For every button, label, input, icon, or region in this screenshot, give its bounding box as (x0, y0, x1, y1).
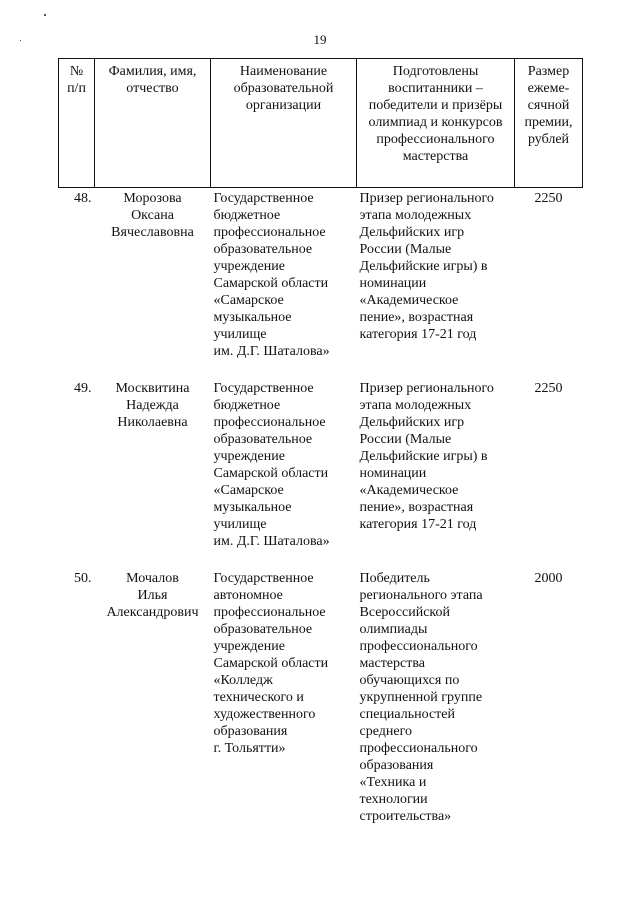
row-bonus-amount: 2250 (534, 381, 563, 396)
row-full-name: Морозова Оксана Вячеславовна (111, 191, 194, 240)
table-header-row (59, 59, 583, 188)
row-number: 50. (74, 571, 92, 586)
row-achievement: Победитель регионального этапа Всероссийской олимпиады профессионального мастерства обучающихся по укрупненной группе специальностей среднего профессионального образования «Техника и технологии строительства» (359, 571, 483, 824)
header-bonus-amount: Размер ежеме- сячной премии, рублей (515, 59, 583, 188)
row-number: 49. (74, 381, 92, 396)
row-full-name: Москвитина Надежда Николаевна (115, 381, 190, 430)
row-bonus-amount: 2250 (534, 191, 563, 206)
row-organization: Государственное бюджетное профессиональное образовательное учреждение Самарской области «Самарское музыкальное училище им. Д.Г. Шаталова» (213, 381, 330, 549)
table-row (59, 570, 583, 845)
row-full-name: Мочалов Илья Александрович (106, 571, 199, 620)
header-full-name: Фамилия, имя, отчество (95, 59, 211, 188)
row-achievement: Призер регионального этапа молодежных Дельфийских игр России (Малые Дельфийские игры) в номинации «Академическое пение», возрастная категория 17-21 год (359, 191, 494, 342)
table-row (59, 190, 583, 380)
header-organization: Наименование образовательной организации (211, 59, 357, 188)
row-bonus-amount: 2000 (534, 571, 563, 586)
row-number: 48. (74, 191, 92, 206)
row-achievement: Призер регионального этапа молодежных Дельфийских игр России (Малые Дельфийские игры) в номинации «Академическое пение», возрастная категория 17-21 год (359, 381, 494, 532)
table-row (59, 380, 583, 570)
page-number: 19 (313, 32, 327, 47)
header-achievement: Подготовлены воспитанники – победители и призёры олимпиад и конкурсов профессионального мастерства (357, 59, 515, 188)
row-organization: Государственное автономное профессиональное образовательное учреждение Самарской области «Колледж технического и художественного образования г. Тольятти» (213, 571, 329, 756)
scan-speck (44, 14, 46, 16)
row-organization: Государственное бюджетное профессиональное образовательное учреждение Самарской области «Самарское музыкальное училище им. Д.Г. Шаталова» (213, 191, 330, 359)
awards-table (58, 58, 583, 845)
header-number: № п/п (59, 59, 95, 188)
